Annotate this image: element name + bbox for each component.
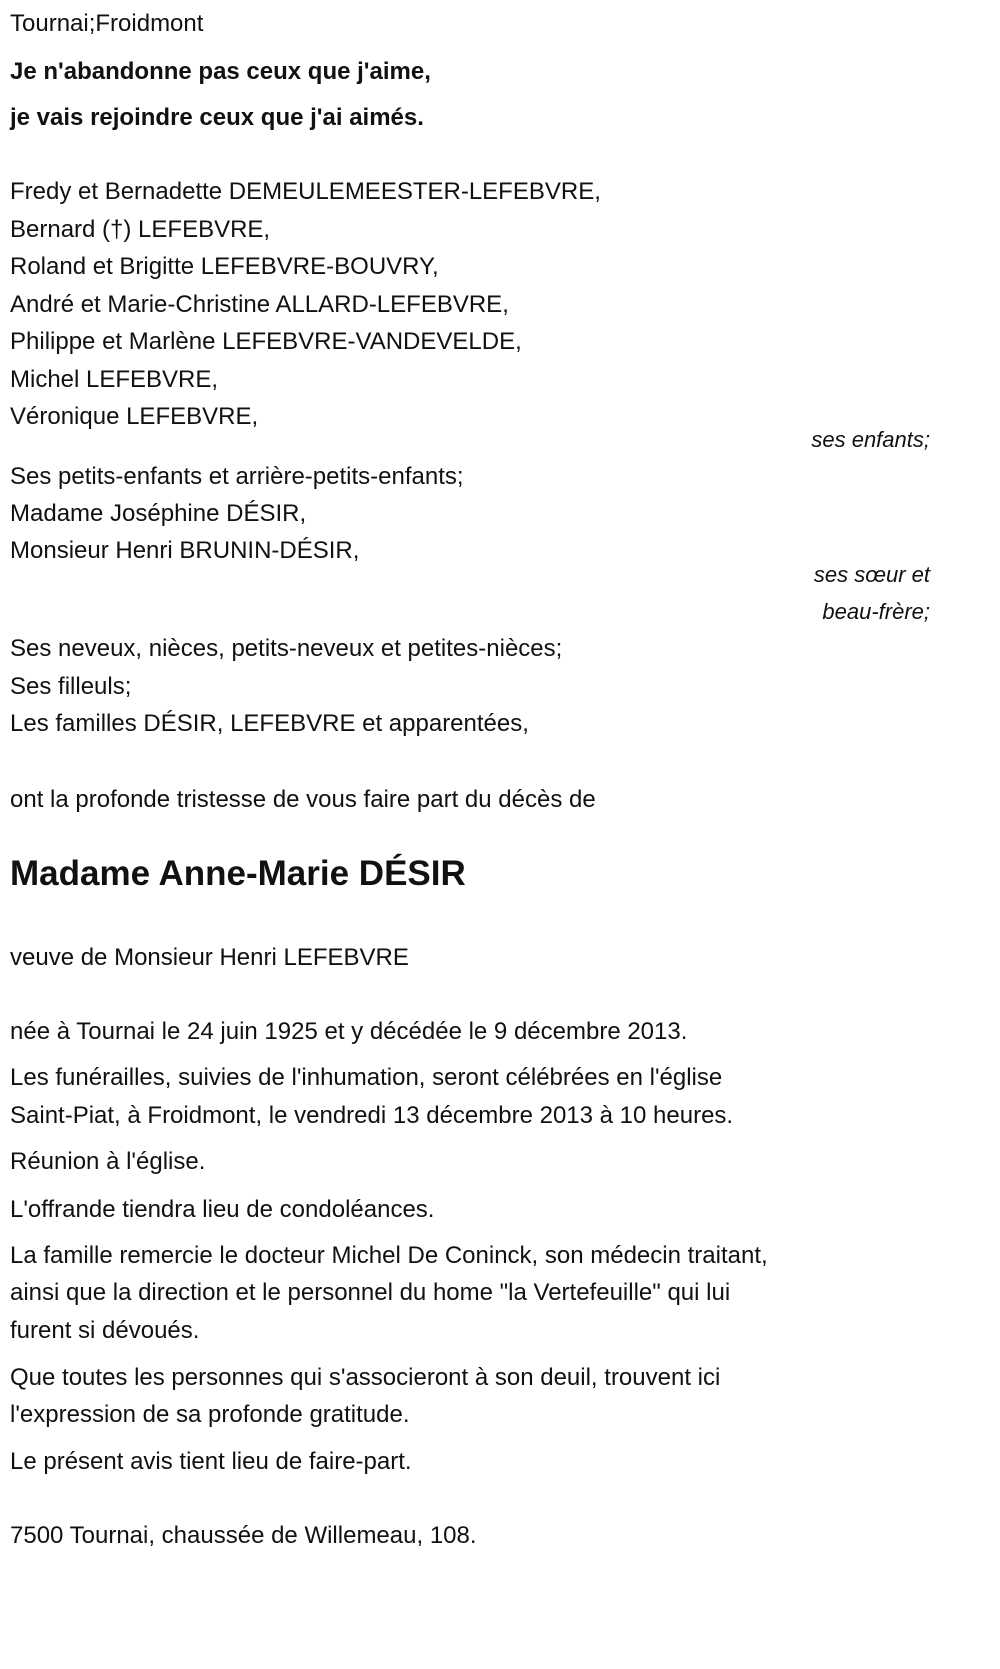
child-entry: Michel LEFEBVRE, bbox=[10, 366, 219, 393]
detail-line: Saint-Piat, à Froidmont, le vendredi 13 décembre 2013 à 10 heures. bbox=[10, 1102, 734, 1129]
siblings-role: ses sœur et bbox=[813, 562, 930, 587]
sibling-entry: Madame Joséphine DÉSIR, bbox=[10, 500, 307, 527]
child-entry: Roland et Brigitte LEFEBVRE-BOUVRY, bbox=[10, 253, 439, 280]
relatives-entry: Ses neveux, nièces, petits-neveux et petites-nièces; bbox=[10, 635, 563, 662]
relatives-entry: Ses filleuls; bbox=[10, 673, 132, 700]
address: 7500 Tournai, chaussée de Willemeau, 108. bbox=[10, 1522, 477, 1549]
child-entry: Philippe et Marlène LEFEBVRE-VANDEVELDE, bbox=[10, 328, 522, 355]
detail-line: Les funérailles, suivies de l'inhumation, seront célébrées en l'église bbox=[10, 1064, 723, 1091]
quote-line: Je n'abandonne pas ceux que j'aime, bbox=[10, 58, 431, 85]
detail-line: La famille remercie le docteur Michel De Coninck, son médecin traitant, bbox=[10, 1242, 768, 1269]
siblings-role: beau-frère; bbox=[822, 599, 930, 624]
children-role: ses enfants; bbox=[811, 427, 930, 452]
detail-line: Le présent avis tient lieu de faire-part. bbox=[10, 1448, 412, 1475]
detail-line: Réunion à l'église. bbox=[10, 1148, 206, 1175]
relatives-entry: Les familles DÉSIR, LEFEBVRE et apparentées, bbox=[10, 710, 529, 737]
location: Tournai;Froidmont bbox=[10, 10, 204, 37]
widow-of: veuve de Monsieur Henri LEFEBVRE bbox=[10, 944, 409, 971]
announcement: ont la profonde tristesse de vous faire part du décès de bbox=[10, 786, 596, 813]
detail-line: ainsi que la direction et le personnel du home "la Vertefeuille" qui lui bbox=[10, 1279, 731, 1306]
detail-line: née à Tournai le 24 juin 1925 et y décédée le 9 décembre 2013. bbox=[10, 1018, 688, 1045]
child-entry: Véronique LEFEBVRE, bbox=[10, 403, 259, 430]
child-entry: Fredy et Bernadette DEMEULEMEESTER-LEFEBVRE, bbox=[10, 178, 601, 205]
detail-line: L'offrande tiendra lieu de condoléances. bbox=[10, 1196, 435, 1223]
detail-line: Que toutes les personnes qui s'associeront à son deuil, trouvent ici bbox=[10, 1364, 721, 1391]
child-entry: André et Marie-Christine ALLARD-LEFEBVRE, bbox=[10, 291, 509, 318]
deceased-name: Madame Anne-Marie DÉSIR bbox=[10, 854, 466, 893]
child-entry: Bernard (†) LEFEBVRE, bbox=[10, 216, 271, 243]
detail-line: furent si dévoués. bbox=[10, 1317, 200, 1344]
detail-line: l'expression de sa profonde gratitude. bbox=[10, 1401, 410, 1428]
sibling-entry: Monsieur Henri BRUNIN-DÉSIR, bbox=[10, 537, 360, 564]
grandchildren: Ses petits-enfants et arrière-petits-enfants; bbox=[10, 463, 464, 490]
quote-line: je vais rejoindre ceux que j'ai aimés. bbox=[10, 104, 424, 131]
